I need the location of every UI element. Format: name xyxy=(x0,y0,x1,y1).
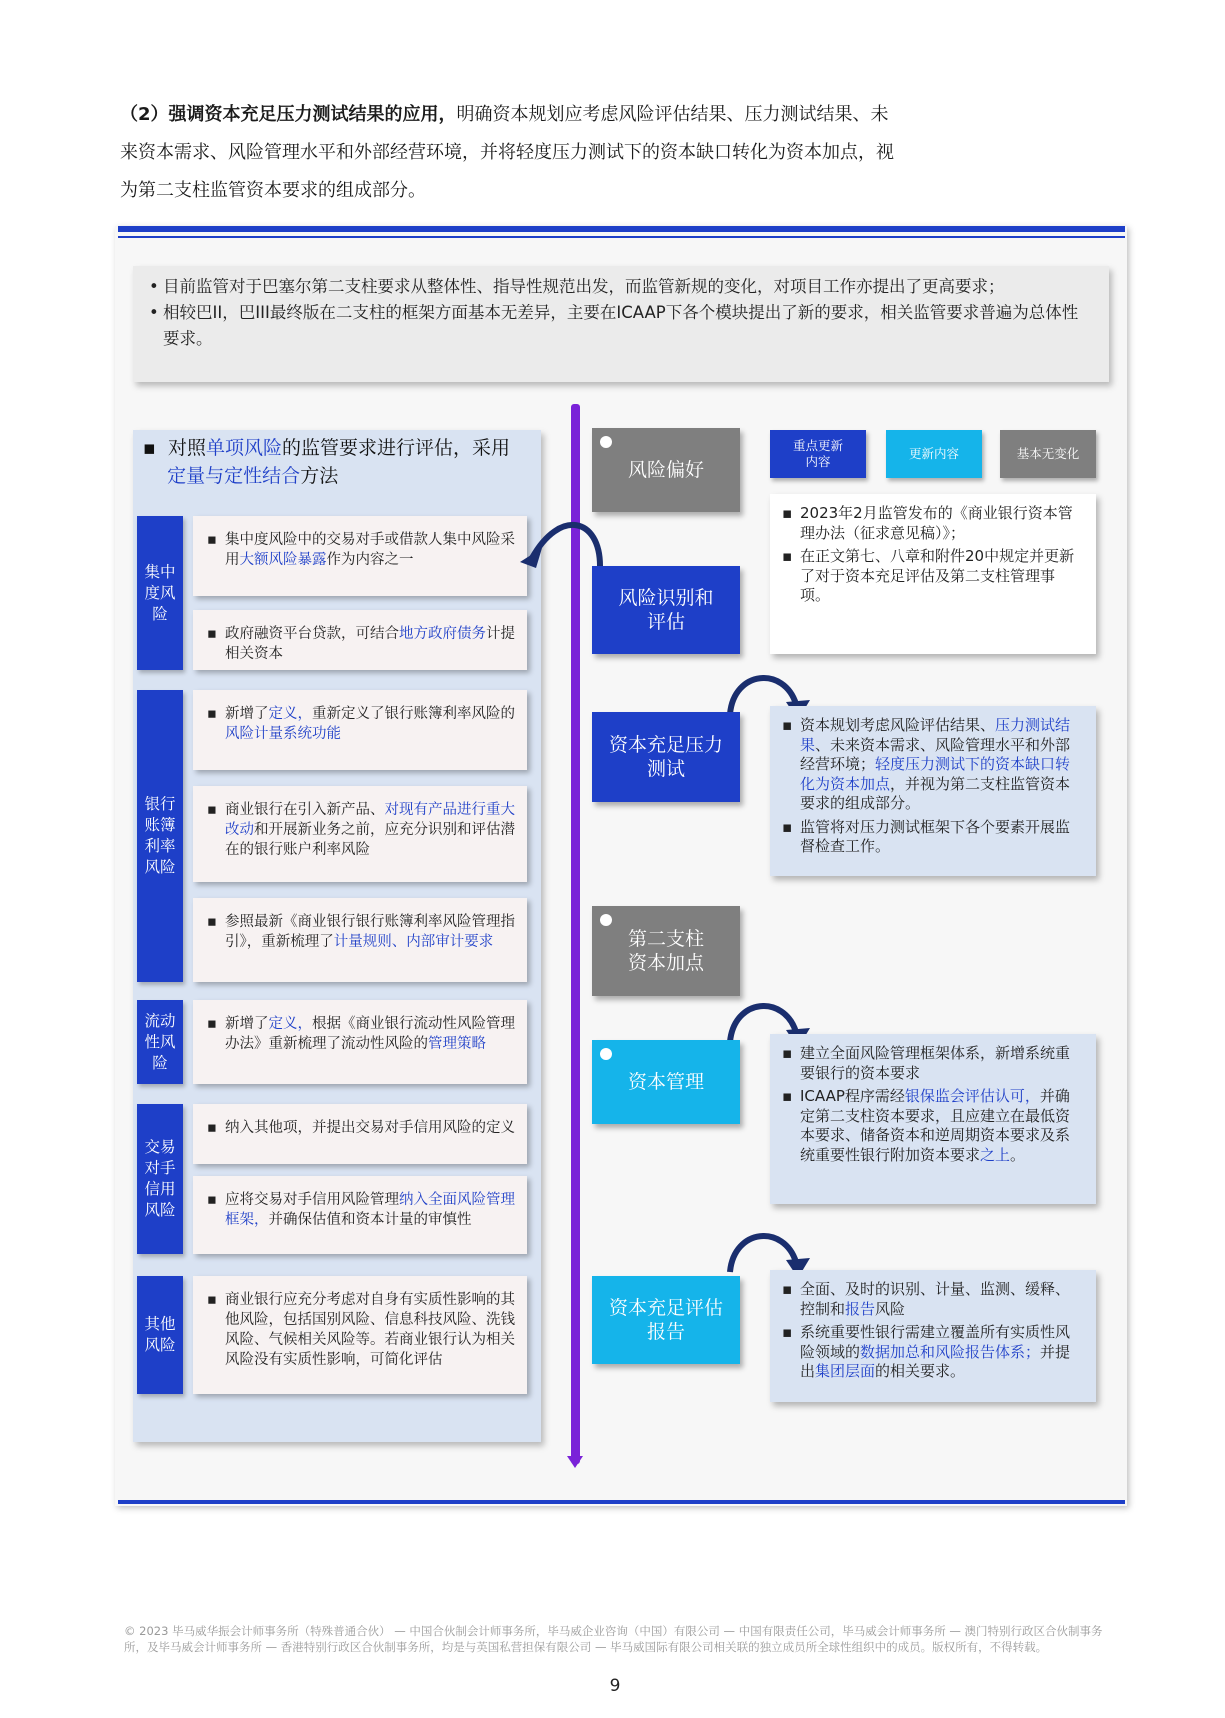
card-text: 计提相关资本 xyxy=(225,626,515,662)
card-text: 和开展新业务之前，应充分识别和评估潜在的银行账户利率风险 xyxy=(225,822,515,858)
intro-bold: （2）强调资本充足压力测试结果的应用， xyxy=(120,104,457,125)
category-concentration-risk xyxy=(137,516,183,670)
category-line: 交易 xyxy=(144,1138,176,1156)
note-stress-test xyxy=(770,706,1096,876)
intro-text: 明确资本规划应考虑风险评估结果、压力测试结果、未来资本需求、风险管理水平和外部经营环境，并将轻度压力测试下的资本缺口转化为资本加点，视为第二支柱监管资本要求的组成部分。 xyxy=(120,104,894,201)
note-item xyxy=(782,504,1084,543)
card-text: 纳入其他项，并提出交易对手信用风险的定义 xyxy=(225,1120,515,1136)
category-line: 性风 xyxy=(144,1032,176,1051)
card-highlight: 大额风险暴露 xyxy=(239,552,327,568)
card-highlight: 定义， xyxy=(268,1016,312,1032)
category-line: 风险 xyxy=(144,1201,176,1219)
square-bullet: ▪ xyxy=(143,437,156,459)
category-irrbb xyxy=(137,690,183,982)
note-highlight: 报告 xyxy=(845,1299,876,1318)
note-risk-identification xyxy=(770,494,1096,654)
note-highlight: 银保监会评估认可， xyxy=(904,1087,1040,1105)
stage-label: 风险偏好 xyxy=(627,459,704,481)
note-highlight: 集团层面 xyxy=(815,1362,876,1380)
note-bullet: ▪ xyxy=(782,1323,793,1341)
card-concentration-2 xyxy=(193,610,527,670)
note-highlight: 轻度压力测试下的资本缺口转化为资本加点 xyxy=(800,755,1071,793)
legend-no-change xyxy=(1000,430,1096,478)
note-text: 全面、及时的识别、计量、监测、缓释、控制和 xyxy=(800,1280,1071,1318)
note-item xyxy=(782,1280,1084,1319)
note-item xyxy=(782,1087,1084,1165)
header-highlight: 定量与定性结合 xyxy=(167,465,301,487)
stage-stress-test xyxy=(592,712,740,802)
note-text: 资本规划考虑风险评估结果、 xyxy=(800,716,996,734)
card-concentration-1 xyxy=(193,516,527,596)
timeline-arrow-tip xyxy=(567,1456,583,1468)
circle-icon xyxy=(600,1048,612,1060)
header-text: 方法 xyxy=(300,465,339,487)
summary-text-2: 相较巴II，巴III最终版在二支柱的框架方面基本无差异，主要在ICAAP下各个模块提出了新的要求，相关监管要求普遍为总体性要求。 xyxy=(163,303,1079,348)
note-capital-management xyxy=(770,1034,1096,1204)
category-line: 度风 xyxy=(144,583,176,602)
card-irrbb-3 xyxy=(193,898,527,982)
category-line: 流动 xyxy=(144,1011,176,1030)
card-counterparty-1 xyxy=(193,1104,527,1164)
note-text: 在正文第七、八章和附件20中规定并更新了对于资本充足评估及第二支柱管理事项。 xyxy=(800,547,1075,604)
card-text: 集中度风险中的交易对手或借款人集中风险采用 xyxy=(225,532,515,568)
note-text: 。 xyxy=(1010,1145,1026,1164)
note-item xyxy=(782,716,1084,814)
category-line: 其他 xyxy=(144,1315,176,1333)
note-text: ICAAP程序需经 xyxy=(800,1087,905,1105)
card-counterparty-2 xyxy=(193,1176,527,1254)
frame-top-line xyxy=(118,236,1125,238)
note-highlight: 数据加总和风险报告体系； xyxy=(860,1342,1041,1361)
category-line: 风险 xyxy=(144,858,176,876)
note-bullet: ▪ xyxy=(782,1087,793,1105)
card-bullet: ▪ xyxy=(207,1016,217,1032)
category-line: 信用 xyxy=(144,1180,176,1198)
note-bullet: ▪ xyxy=(782,504,793,522)
card-highlight: 对现有产品进行重大改动 xyxy=(225,802,515,838)
bullet-dot: • xyxy=(149,303,159,322)
legend-label: 基本无变化 xyxy=(1016,446,1080,461)
note-text: 风险 xyxy=(875,1299,906,1318)
card-text: 政府融资平台贷款，可结合 xyxy=(225,626,399,642)
summary-box xyxy=(133,266,1109,382)
card-highlight: 纳入全面风险管理框架， xyxy=(225,1192,515,1228)
header-text: 的监管要求进行评估，采用 xyxy=(282,437,511,459)
circle-icon xyxy=(600,914,612,926)
frame-top-bar xyxy=(118,226,1125,232)
card-text: 商业银行在引入新产品、 xyxy=(225,802,385,818)
note-capital-report xyxy=(770,1270,1096,1402)
card-bullet: ▪ xyxy=(207,914,217,930)
note-text: 的相关要求。 xyxy=(875,1362,966,1380)
card-highlight: 风险计量系统功能 xyxy=(225,726,341,742)
circle-icon xyxy=(600,436,612,448)
category-line: 险 xyxy=(152,604,168,623)
legend-label: 重点更新内容 xyxy=(792,438,843,469)
note-highlight: 压力测试结果 xyxy=(800,716,1071,754)
card-bullet: ▪ xyxy=(207,1292,217,1308)
stage-label: 资本管理 xyxy=(627,1071,704,1093)
category-counterparty-risk xyxy=(137,1104,183,1254)
card-bullet: ▪ xyxy=(207,1192,217,1208)
card-text: 商业银行应充分考虑对自身有实质性影响的其他风险，包括国别风险、信息科技风险、洗钱风险、气候相关风险等。若商业银行认为相关风险没有实质性影响，可简化评估 xyxy=(225,1292,515,1368)
card-text: 参照最新《商业银行银行账簿利率风险管理指引》，重新梳理了 xyxy=(225,914,515,950)
category-line: 风险 xyxy=(144,1336,176,1354)
note-text: 2023年2月监管发布的《商业银行资本管理办法（征求意见稿）》； xyxy=(800,504,1073,542)
curved-arrow-icon xyxy=(520,508,610,568)
header-highlight: 单项风险 xyxy=(206,437,283,459)
stage-label: 风险识别和评估 xyxy=(618,587,714,633)
stage-capital-report xyxy=(592,1276,740,1364)
legend-update xyxy=(886,430,982,478)
card-other-1 xyxy=(193,1276,527,1394)
header-text: 对照 xyxy=(167,437,206,459)
stage-risk-appetite xyxy=(592,428,740,512)
footer-copyright: © 2023 毕马威华振会计师事务所（特殊普通合伙） — 中国合伙制会计师事务所，毕马威企业咨询（中国）有限公司 — 中国有限责任公司，毕马威会计师事务所 — 澳门特别行政区合伙制事务所，及毕马威会计师事务所 — 香港特别行政区合伙制事务所，均是与英国私营担保有限公司 — 毕马威国际有限公司相关联的独立成员所全球性组织中的成员。版权所有，不得转载。 xyxy=(124,1624,1103,1654)
note-item xyxy=(782,818,1084,857)
note-bullet: ▪ xyxy=(782,1044,793,1062)
card-text: 重新定义了银行账簿利率风险的 xyxy=(312,706,515,722)
card-bullet: ▪ xyxy=(207,802,217,818)
stage-label: 资本充足评估报告 xyxy=(608,1297,723,1343)
card-highlight: 管理策略 xyxy=(428,1036,486,1052)
note-highlight: 之上 xyxy=(980,1145,1011,1164)
category-line: 险 xyxy=(152,1053,168,1072)
card-text: 新增了 xyxy=(225,1016,269,1032)
category-line: 账簿 xyxy=(144,816,176,834)
stage-label: 第二支柱资本加点 xyxy=(627,928,704,974)
summary-text-1: 目前监管对于巴塞尔第二支柱要求从整体性、指导性规范出发，而监管新规的变化，对项目工作亦提出了更高要求； xyxy=(163,277,1005,296)
card-bullet: ▪ xyxy=(207,532,217,548)
bullet-dot: • xyxy=(149,277,159,296)
legend-major-update xyxy=(770,430,866,478)
category-line: 集中 xyxy=(144,562,176,581)
card-text: 新增了 xyxy=(225,706,269,722)
note-text: 、未来资本需求、风险管理水平和外部经营环境； xyxy=(800,735,1071,773)
card-text: 应将交易对手信用风险管理 xyxy=(225,1192,399,1208)
note-text: 系统重要性银行需建立覆盖所有实质性风险领域的 xyxy=(800,1323,1071,1361)
card-text: 根据《商业银行流动性风险管理办法》重新梳理了流动性风险的 xyxy=(225,1016,515,1052)
note-item xyxy=(782,1323,1084,1382)
category-line: 对手 xyxy=(144,1159,176,1177)
intro-paragraph xyxy=(120,96,900,210)
note-text: ，并视为第二支柱监管资本要求的组成部分。 xyxy=(800,774,1071,812)
card-irrbb-2 xyxy=(193,786,527,882)
note-bullet: ▪ xyxy=(782,1280,793,1298)
stage-pillar2-addon xyxy=(592,906,740,996)
category-liquidity-risk xyxy=(137,1000,183,1084)
note-bullet: ▪ xyxy=(782,547,793,565)
note-item xyxy=(782,1044,1084,1083)
card-highlight: 地方政府债务 xyxy=(399,626,486,642)
note-text: 并提出 xyxy=(800,1342,1071,1380)
card-highlight: 计量规则、内部审计要求 xyxy=(333,934,494,950)
legend-label: 更新内容 xyxy=(908,446,959,461)
left-panel-header xyxy=(143,434,533,490)
card-text: 并确保估值和资本计量的审慎性 xyxy=(268,1212,472,1228)
note-bullet: ▪ xyxy=(782,817,793,836)
card-liquidity-1 xyxy=(193,1000,527,1084)
card-bullet: ▪ xyxy=(207,626,217,642)
category-line: 银行 xyxy=(144,795,176,813)
card-irrbb-1 xyxy=(193,690,527,770)
note-bullet: ▪ xyxy=(782,716,793,734)
card-bullet: ▪ xyxy=(207,706,217,722)
category-other-risk xyxy=(137,1276,183,1394)
page-number: 9 xyxy=(609,1676,621,1696)
category-line: 利率 xyxy=(144,837,176,855)
stage-capital-management xyxy=(592,1040,740,1124)
stage-risk-identification xyxy=(592,566,740,654)
frame-bottom-bar xyxy=(118,1500,1125,1504)
card-highlight: 定义， xyxy=(268,706,312,722)
summary-item xyxy=(149,274,1093,300)
note-text: 建立全面风险管理框架体系，新增系统重要银行的资本要求 xyxy=(800,1044,1071,1082)
card-bullet: ▪ xyxy=(207,1120,217,1136)
summary-item xyxy=(149,300,1093,352)
stage-label: 资本充足压力测试 xyxy=(608,734,723,780)
note-item xyxy=(782,547,1084,606)
note-text: 并确定第二支柱资本要求，且应建立在最低资本要求、储备资本和逆周期资本要求及系统重要性银行附加资本要求 xyxy=(800,1087,1071,1164)
card-text: 作为内容之一 xyxy=(326,552,414,568)
note-text: 监管将对压力测试框架下各个要素开展监督检查工作。 xyxy=(800,817,1071,855)
